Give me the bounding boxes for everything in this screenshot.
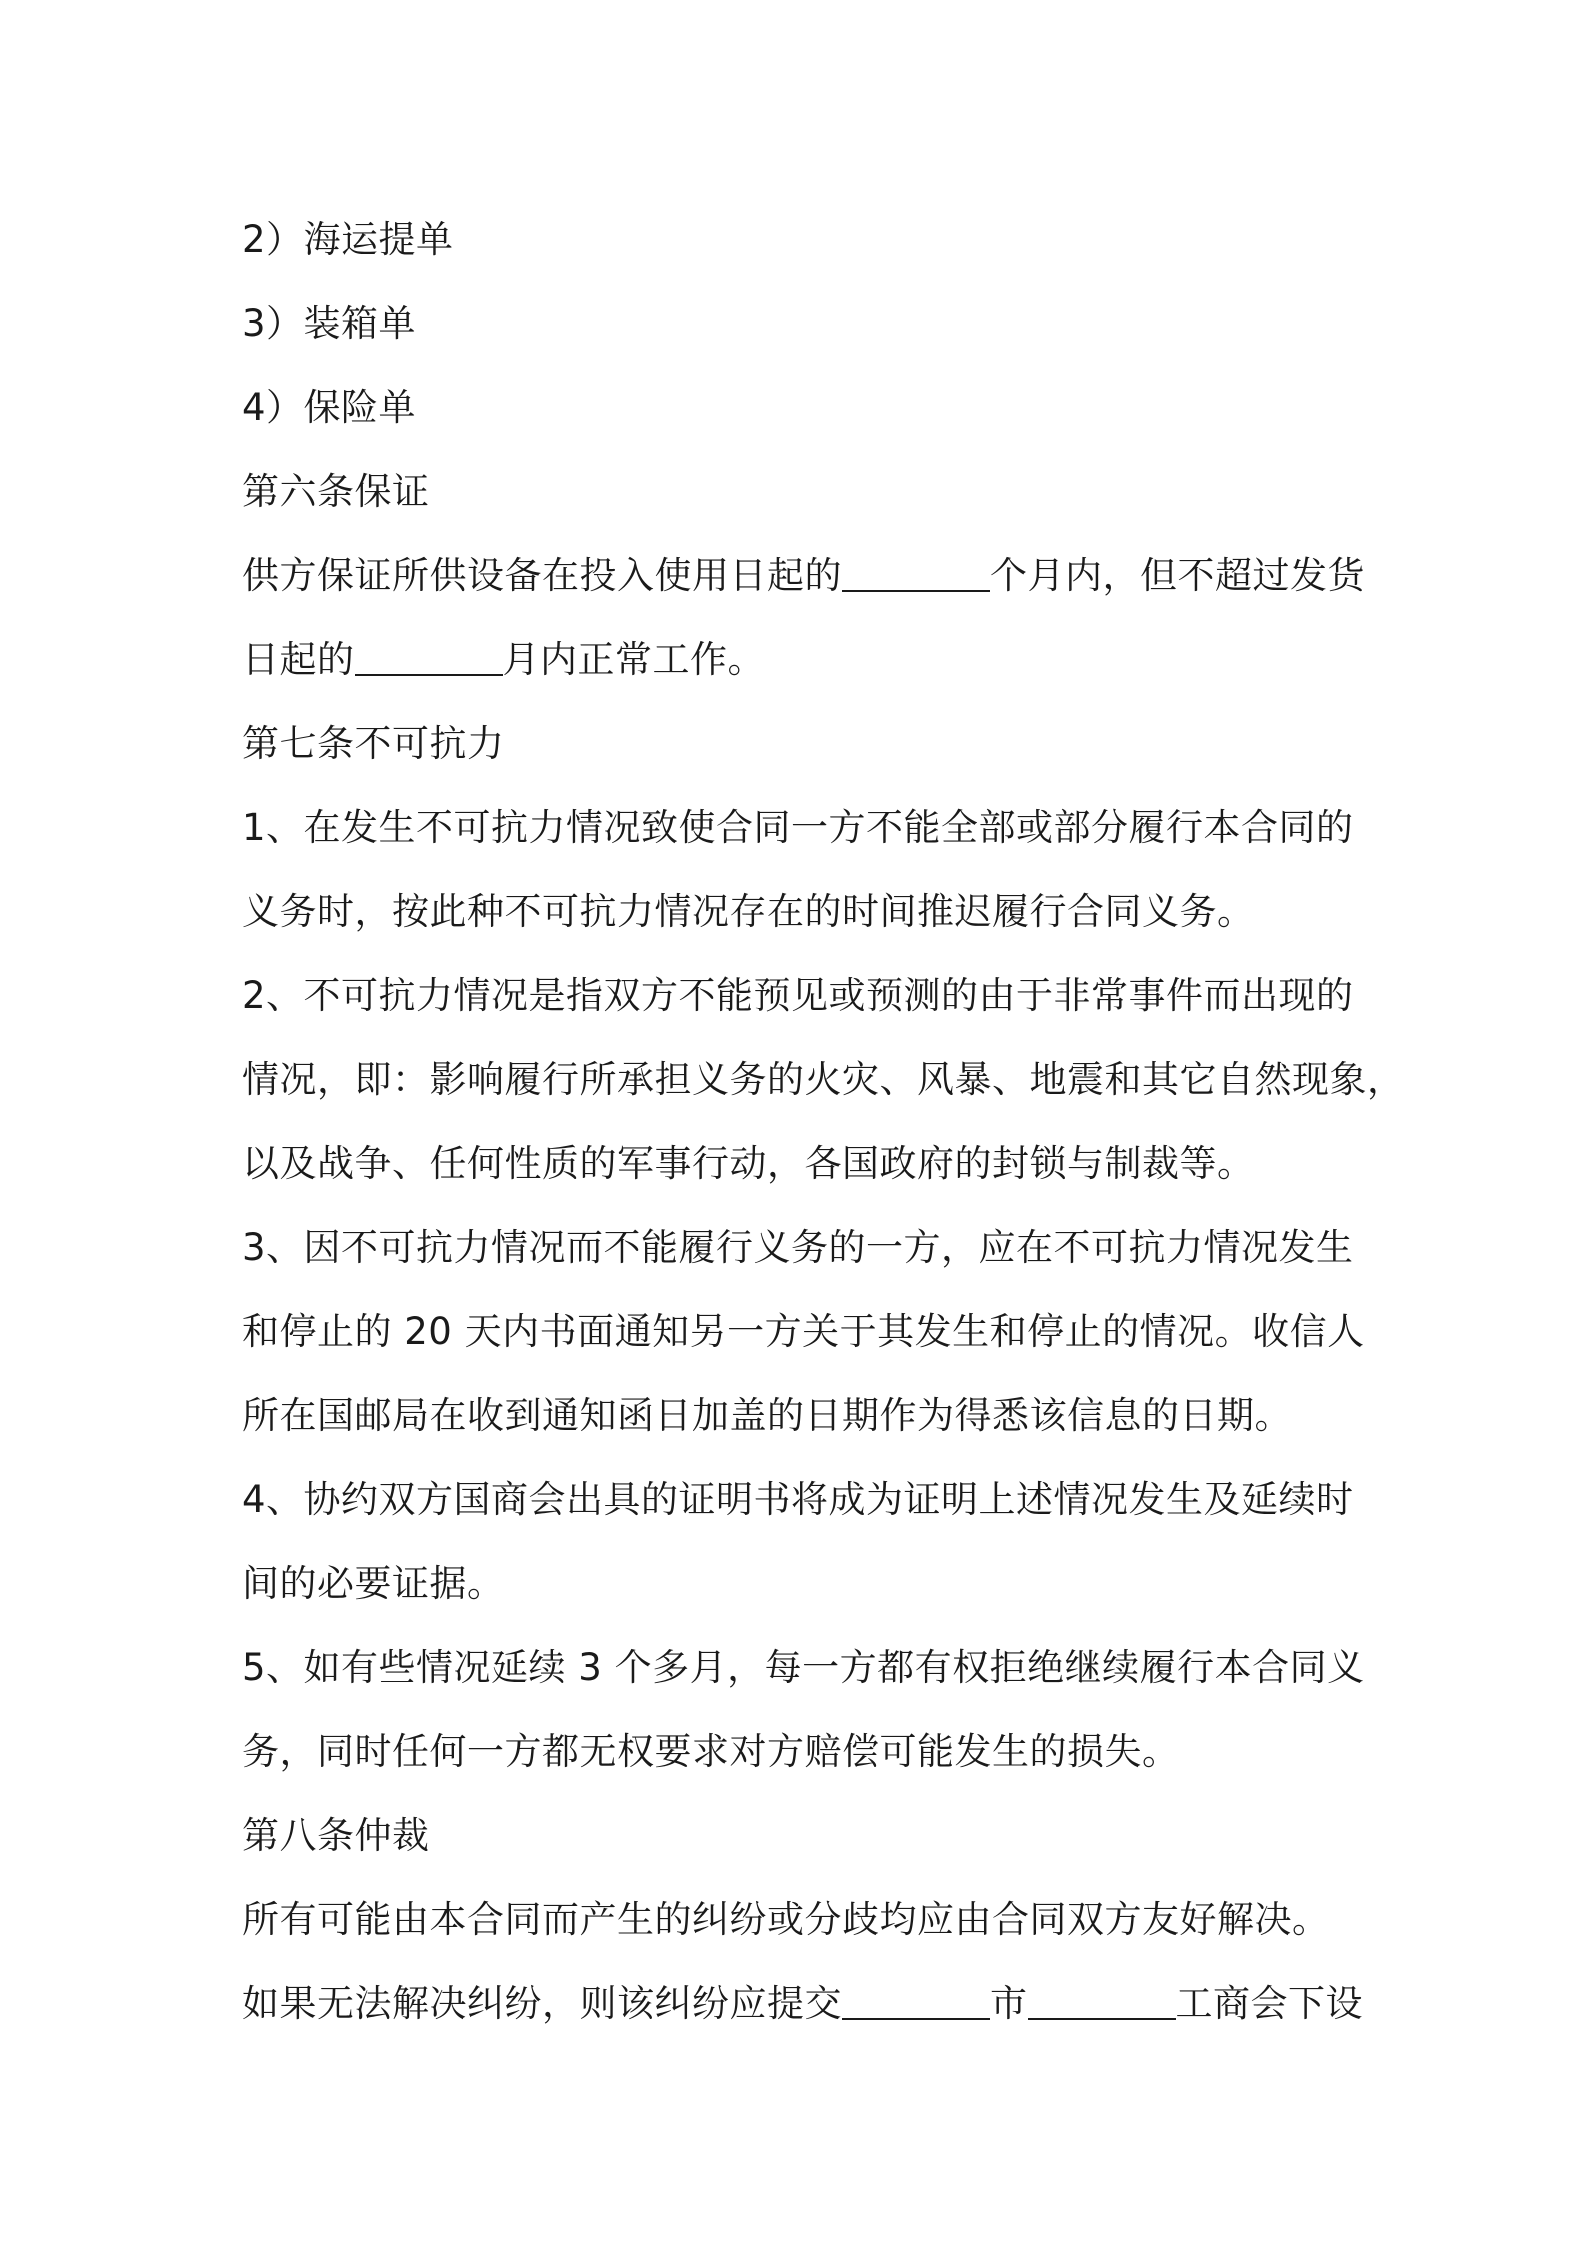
paragraph-line: 1、在发生不可抗力情况致使合同一方不能全部或部分履行本合同的 xyxy=(242,806,1354,849)
paragraph-line: 3、因不可抗力情况而不能履行义务的一方，应在不可抗力情况发生 xyxy=(242,1226,1354,1269)
warranty-paragraph-line xyxy=(242,618,1352,702)
arbitration-paragraph-line xyxy=(242,1962,1363,2046)
paragraph-line: 情况，即：影响履行所承担义务的火灾、风暴、地震和其它自然现象， xyxy=(242,1058,1405,1101)
paragraph-line: 务，同时任何一方都无权要求对方赔偿可能发生的损失。 xyxy=(242,1730,1180,1773)
paragraph-line: 和停止的 20 天内书面通知另一方关于其发生和停止的情况。收信人 xyxy=(242,1310,1365,1353)
text-segment: 市 xyxy=(990,1982,1028,2025)
text-segment: 月内正常工作。 xyxy=(502,638,765,681)
text-segment: 个月内，但不超过发货 xyxy=(990,554,1365,597)
paragraph-line: 所在国邮局在收到通知函日加盖的日期作为得悉该信息的日期。 xyxy=(242,1394,1292,1437)
paragraph-line: 义务时，按此种不可抗力情况存在的时间推迟履行合同义务。 xyxy=(242,890,1255,933)
paragraph-line: 2、不可抗力情况是指双方不能预见或预测的由于非常事件而出现的 xyxy=(242,974,1354,1017)
paragraph-line: 以及战争、任何性质的军事行动，各国政府的封锁与制裁等。 xyxy=(242,1142,1255,1185)
document-body xyxy=(242,198,1405,2046)
paragraph-line: 间的必要证据。 xyxy=(242,1562,505,1605)
list-item-insurance-policy: 4）保险单 xyxy=(242,386,417,429)
text-segment: 日起的 xyxy=(242,638,355,681)
section-heading-arbitration: 第八条仲裁 xyxy=(242,1814,430,1857)
paragraph-line: 5、如有些情况延续 3 个多月，每一方都有权拒绝继续履行本合同义 xyxy=(242,1646,1365,1689)
list-item-ocean-bill-of-lading: 2）海运提单 xyxy=(242,218,454,261)
section-heading-force-majeure: 第七条不可抗力 xyxy=(242,722,505,765)
section-heading-warranty: 第六条保证 xyxy=(242,470,430,513)
list-item-packing-list: 3）装箱单 xyxy=(242,302,417,345)
paragraph-line: 所有可能由本合同而产生的纠纷或分歧均应由合同双方友好解决。 xyxy=(242,1898,1330,1941)
text-segment: 供方保证所供设备在投入使用日起的 xyxy=(242,554,842,597)
blank-field xyxy=(1028,1984,1176,2020)
warranty-paragraph-line xyxy=(242,534,1365,618)
paragraph-line: 4、协约双方国商会出具的证明书将成为证明上述情况发生及延续时 xyxy=(242,1478,1354,1521)
text-segment: 工商会下设 xyxy=(1175,1982,1363,2025)
blank-field xyxy=(842,1984,990,2020)
blank-field xyxy=(355,640,503,676)
blank-field xyxy=(842,556,990,592)
text-segment: 如果无法解决纠纷，则该纠纷应提交 xyxy=(242,1982,842,2025)
